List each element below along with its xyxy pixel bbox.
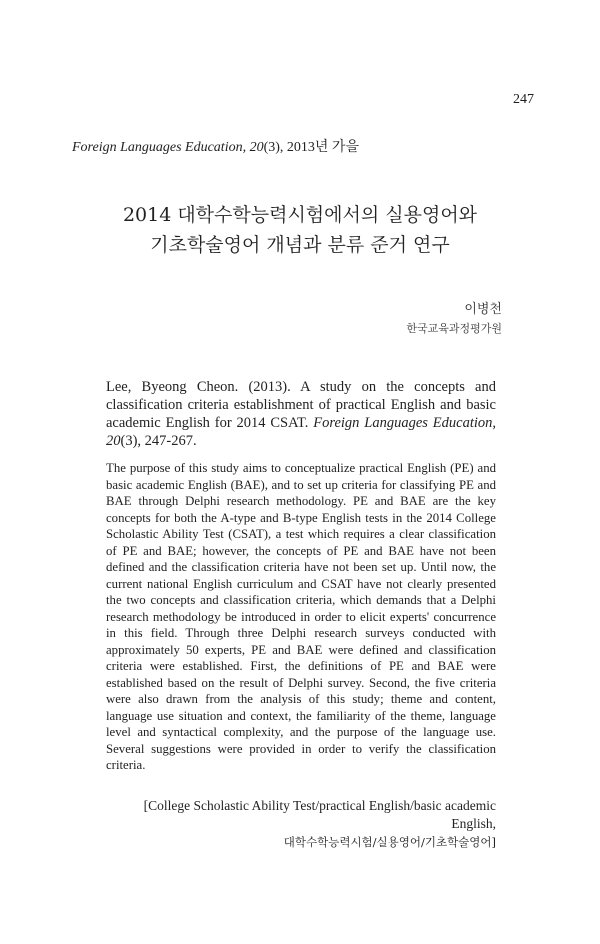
- page-number: 247: [513, 92, 534, 107]
- citation-journal: Foreign Languages Education,: [313, 415, 497, 431]
- citation-pages: (3), 247-267.: [120, 433, 197, 449]
- keywords-korean: 대학수학능력시험/실용영어/기초학술영어]: [283, 835, 496, 849]
- author-affiliation: 한국교육과정평가원: [406, 322, 502, 335]
- keywords-english: [College Scholastic Ability Test/practical English/basic academic English,: [143, 798, 496, 831]
- paper-title-line-1: 2014 대학수학능력시험에서의 실용영어와: [122, 204, 478, 226]
- paper-title-line-2: 기초학술영어 개념과 분류 준거 연구: [150, 234, 450, 256]
- author-name: 이병천: [464, 302, 502, 317]
- keywords: [96, 797, 496, 851]
- paper-title: [0, 200, 600, 260]
- journal-header: [72, 136, 359, 156]
- journal-issue-year: (3), 2013년 가을: [263, 140, 359, 155]
- citation: [106, 378, 496, 450]
- journal-volume: 20: [249, 140, 264, 155]
- journal-name: Foreign Languages Education,: [72, 140, 247, 155]
- citation-volume: 20: [106, 433, 121, 449]
- abstract: The purpose of this study aims to conceptualize practical English (PE) and basic academic English (BAE), and to set up criteria for classifying PE and BAE through Delphi research methodology. PE and BAE are the key concepts for both the A-type and B-type English tests in the 2014 College Scholastic Ability Test (CSAT), a test which requires a clear classification of PE and BAE; however, the concepts of PE and BAE have not been defined and the classification criteria have not been set up. Until now, the current national English curriculum and CSAT have not clearly presented the two concepts and classification criteria, which demands that a Delphi research methodology be introduced in order to elicit experts' concurrence in this field. Through three Delphi research surveys conducted with approximately 50 experts, PE and BAE were defined and classification criteria were established. First, the definitions of PE and BAE were established based on the result of Delphi survey. Second, the five criteria were also drawn from the analysis of this study; theme and content, language use situation and context, the familiarity of the theme, language level and syntactical complexity, and the purpose of the language use. Several suggestions were provided in order to verify the classification criteria.: [106, 461, 496, 772]
- citation-text: Lee, Byeong Cheon. (2013). A study on the concepts and classification criteria establishment of practical English and basic academic English for 2014 CSAT.: [106, 379, 496, 431]
